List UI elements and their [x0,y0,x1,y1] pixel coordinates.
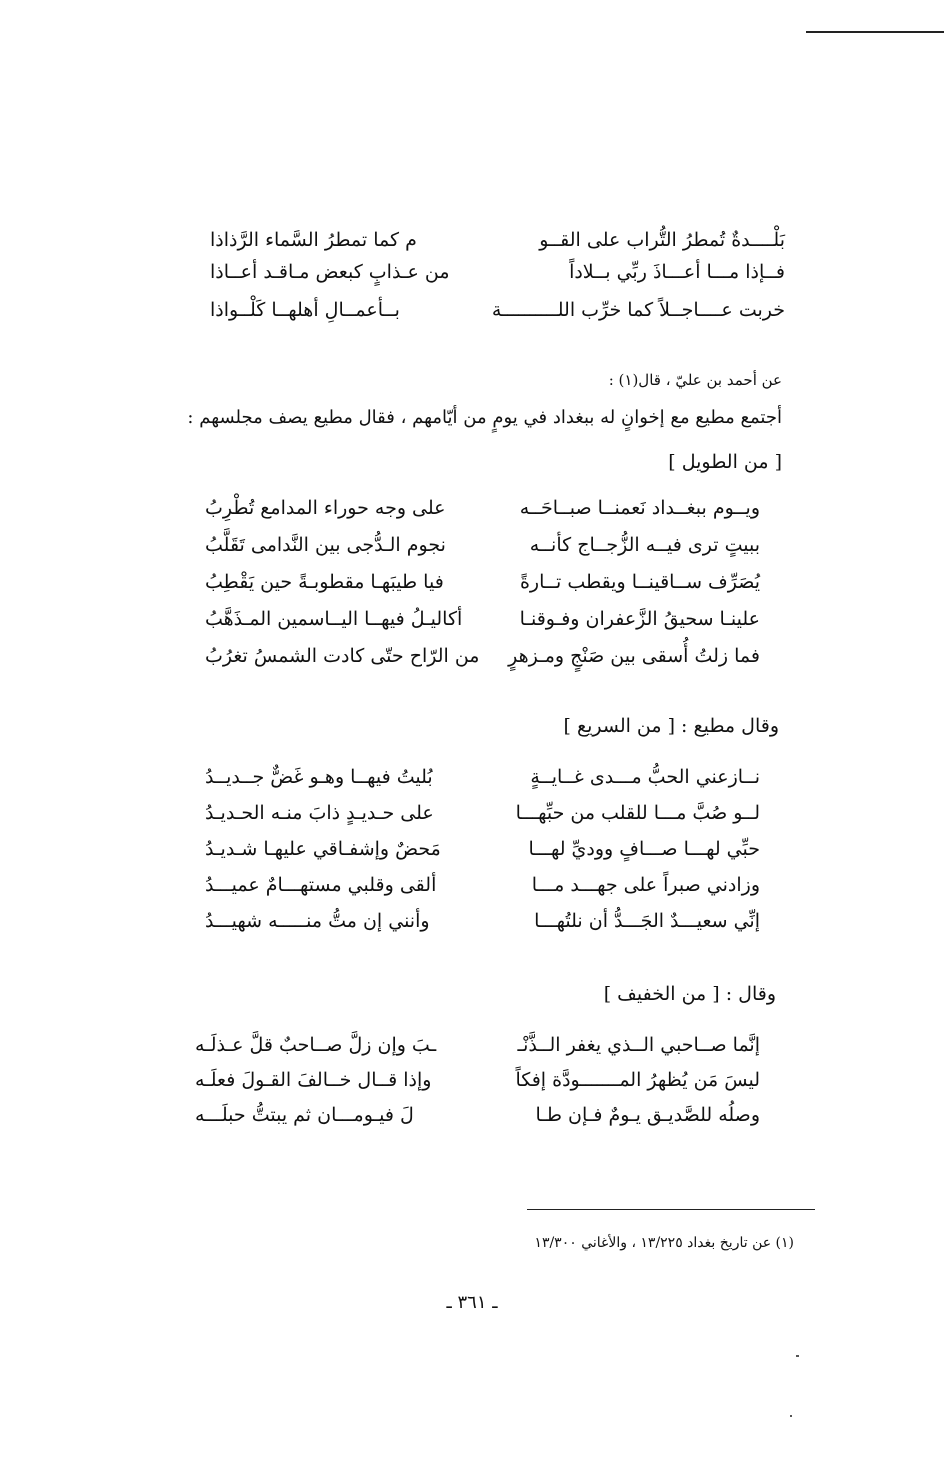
verse-second-hemistich: بــأعمــالِ أهلهــا كَلْــواذا [210,299,400,321]
verse-second-hemistich: أكاليـلُ فيهــا اليــاسمين المـذَهَّبُ [205,608,463,630]
attribution-line: عن أحمد بن عليّ ، قال(١) : [608,371,782,389]
verse-first-hemistich: فــإذا مـــا أعـــاذَ ربِّي بــلاداً [569,261,785,283]
verse-row [210,225,785,257]
verse-first-hemistich: إنَّما صــاحبي الــذي يغفر الــذَّنْـ [517,1034,760,1056]
verse-first-hemistich: ويــوم ببغــداد نَعمنــا صبــاحَــه [519,497,760,519]
verse-second-hemistich: من الرّاح حتّى كادت الشمسُ تغرُبُ [205,645,480,667]
verse-first-hemistich: علينـا سحيقُ الزَّعفران وفـوقنـا [519,608,760,630]
verse-block-opening [210,225,785,325]
verse-block-khafif [195,1030,760,1135]
verse-row [205,798,760,834]
verse-row [205,493,760,530]
header-rule [806,31,944,33]
verse-second-hemistich: بُليتُ فيهــا وهـو غَضٌّ جــديــدُ [205,766,433,788]
verse-row [210,295,785,325]
verse-second-hemistich: من عـذابٍ كبعض مـاقـد أعــاذا [210,261,450,283]
verse-row [205,604,760,641]
verse-row [205,641,760,678]
meter-label-tawil: [ من الطويل ] [668,451,782,473]
verse-second-hemistich: مَحضٌ وإشفـاقي عليهـا شـديـدُ [205,838,441,860]
verse-block-tawil [205,493,760,678]
verse-row [195,1030,760,1065]
footnote: (١) عن تاريخ بغداد ١٣/٢٢٥ ، والأغاني ١٣/٣٠٠ [534,1235,794,1251]
verse-second-hemistich: وإذا قــال خــالفَ القـولَ فعلَـه [195,1069,432,1091]
verse-first-hemistich: لــو صُبَّ مـــا للقلب من حبِّهـــا [515,802,760,824]
verse-second-hemistich: ألقى وقلبي مستهـــامٌ عميـــدُ [205,874,437,896]
scan-speck [796,1355,799,1357]
verse-row [205,530,760,567]
verse-row [205,834,760,870]
verse-row [205,906,760,942]
verse-first-hemistich: وصلُه للصَّديـق يـومٌ فـإن طـا [535,1104,760,1126]
heading-sari: وقال مطيع : [ من السريع ] [563,715,779,737]
verse-row [205,567,760,604]
verse-first-hemistich: يُصَرِّف ســاقينــا ويقطب تــارةً [519,571,760,593]
verse-second-hemistich: لَ فيـومـــان ثم يبتتُّ حبلَـــه [195,1104,414,1126]
footnote-rule [527,1209,815,1210]
verse-row [210,257,785,295]
verse-row [205,870,760,906]
verse-first-hemistich: إنِّي سعيـــدٌ الجَـــدُّ أن نلتُهـــا [534,910,760,932]
narration-line: أجتمع مطيع مع إخوانٍ له ببغداد في يومٍ من أيّامهم ، فقال مطيع يصف مجلسهم : [187,407,782,428]
verse-second-hemistich: نجوم الـدُّجى بين النَّدامى تَقَلَّبُ [205,534,446,556]
heading-khafif: وقال : [ من الخفيف ] [603,983,776,1005]
verse-row [195,1100,760,1135]
verse-second-hemistich: م كما تمطرُ السَّماء الرَّذاذا [210,229,417,251]
verse-first-hemistich: خربت عــــاجــلاً كما خرِّب اللــــــــــة [491,299,785,321]
verse-block-sari [205,762,760,942]
verse-first-hemistich: نــازعني الحبُّ مـــدى غــايــةٍ [530,766,760,788]
verse-second-hemistich: على وجه حوراء المدامع تُطْرِبُ [205,497,446,519]
page-number: ـ ٣٦١ ـ [446,1292,498,1313]
verse-first-hemistich: حبِّي لهـــا صـــافٍ ووديِّ لهـــا [528,838,760,860]
verse-first-hemistich: ببيتٍ ترى فيــه الزُّجــاج كأنــه [529,534,760,556]
verse-second-hemistich: وأنني إن متُّ منـــــه شهيـــدُ [205,910,430,932]
verse-first-hemistich: بَلْــــدةٌ تُمطرُ التُّراب على القــو [539,229,785,251]
verse-second-hemistich: ـبَ وإن زلَّ صــاحبٌ قلَّ عـذلَـه [195,1034,437,1056]
verse-first-hemistich: فما زلتُ أُسقى بين صَنْجٍ ومـزهرٍ [508,645,760,667]
scan-speck [790,1415,792,1417]
verse-second-hemistich: فيا طيبَهـا مقطوبـةً حين يَقْطِبُ [205,571,444,593]
verse-row [205,762,760,798]
verse-second-hemistich: على حـديـدٍ ذابَ منـه الحـديـدُ [205,802,434,824]
verse-row [195,1065,760,1100]
verse-first-hemistich: ليسَ مَن يُظهرُ المـــــــودَّة إفكاً [515,1069,760,1091]
verse-first-hemistich: وزادني صبراً على جهـــد مـــا [531,874,760,896]
